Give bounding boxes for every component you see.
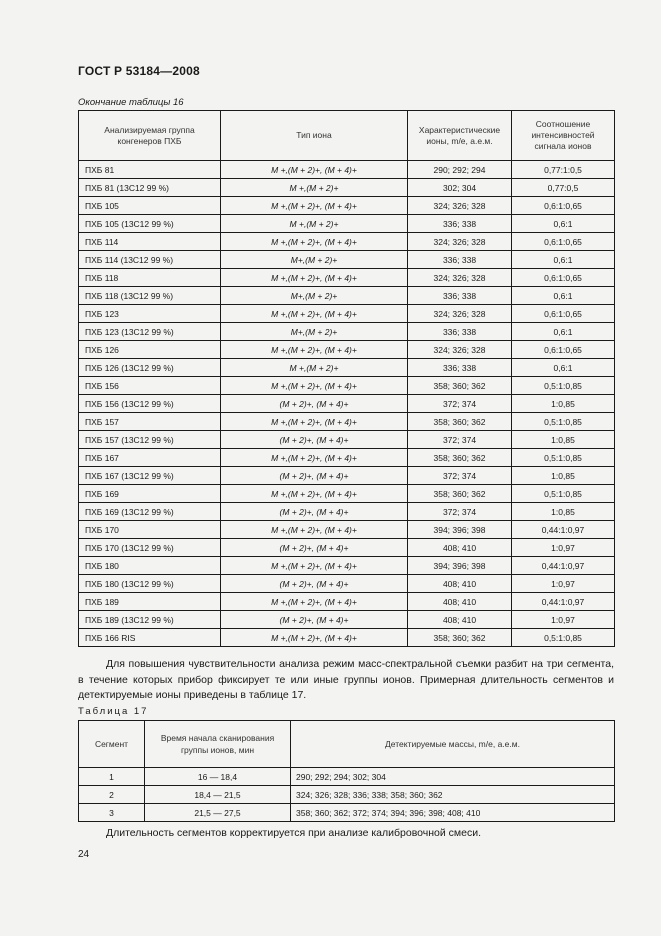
cell-ratio: 0,44:1:0,97: [512, 557, 615, 575]
table-row: [79, 557, 615, 575]
cell-mz: 408; 410: [408, 611, 512, 629]
cell-scan-time: 21,5 — 27,5: [145, 804, 291, 822]
cell-mz: 408; 410: [408, 593, 512, 611]
cell-ion-type: (M + 2)+, (M + 4)+: [221, 431, 408, 449]
table-row: [79, 521, 615, 539]
page-number: 24: [78, 849, 90, 860]
cell-masses: 324; 326; 328; 336; 338; 358; 360; 362: [291, 786, 615, 804]
cell-group-name: ПХБ 118: [79, 269, 221, 287]
col-header-mz: Характеристические ионы, m/e, а.е.м.: [408, 111, 512, 161]
table-row: [79, 431, 615, 449]
cell-mz: 408; 410: [408, 575, 512, 593]
cell-mz: 372; 374: [408, 467, 512, 485]
cell-ion-type: (M + 2)+, (M + 4)+: [221, 395, 408, 413]
cell-mz: 394; 396; 398: [408, 557, 512, 575]
table17-caption: Таблица 17: [78, 706, 149, 717]
table-row: [79, 768, 615, 786]
cell-group-name: ПХБ 81: [79, 161, 221, 179]
cell-group-name: ПХБ 170: [79, 521, 221, 539]
cell-mz: 372; 374: [408, 431, 512, 449]
table-row: [79, 179, 615, 197]
cell-mz: 336; 338: [408, 287, 512, 305]
table-row: [79, 161, 615, 179]
cell-ratio: 0,6:1:0,65: [512, 305, 615, 323]
cell-group-name: ПХБ 157 (13C12 99 %): [79, 431, 221, 449]
cell-ratio: 0,77:1:0,5: [512, 161, 615, 179]
table-row: [79, 786, 615, 804]
cell-ion-type: M +,(M + 2)+, (M + 4)+: [221, 485, 408, 503]
cell-ion-type: M+,(M + 2)+: [221, 287, 408, 305]
cell-ion-type: M +,(M + 2)+, (M + 4)+: [221, 233, 408, 251]
table-row: [79, 197, 615, 215]
cell-group-name: ПХБ 81 (13C12 99 %): [79, 179, 221, 197]
cell-ratio: 0,6:1:0,65: [512, 197, 615, 215]
table-row: [79, 215, 615, 233]
cell-group-name: ПХБ 167: [79, 449, 221, 467]
cell-ion-type: M +,(M + 2)+, (M + 4)+: [221, 449, 408, 467]
cell-mz: 336; 338: [408, 215, 512, 233]
table-row: [79, 575, 615, 593]
cell-ion-type: M +,(M + 2)+, (M + 4)+: [221, 341, 408, 359]
cell-masses: 290; 292; 294; 302; 304: [291, 768, 615, 786]
cell-group-name: ПХБ 156 (13C12 99 %): [79, 395, 221, 413]
cell-mz: 408; 410: [408, 539, 512, 557]
table-row: [79, 467, 615, 485]
cell-mz: 358; 360; 362: [408, 413, 512, 431]
cell-ratio: 0,5:1:0,85: [512, 413, 615, 431]
document-header: ГОСТ Р 53184—2008: [78, 64, 200, 78]
col-header-segment: Сегмент: [79, 721, 145, 768]
cell-mz: 324; 326; 328: [408, 197, 512, 215]
table-row: [79, 413, 615, 431]
cell-ratio: 0,5:1:0,85: [512, 449, 615, 467]
cell-ion-type: (M + 2)+, (M + 4)+: [221, 467, 408, 485]
cell-ratio: 1:0,85: [512, 467, 615, 485]
cell-group-name: ПХБ 126 (13C12 99 %): [79, 359, 221, 377]
cell-group-name: ПХБ 156: [79, 377, 221, 395]
cell-group-name: ПХБ 167 (13C12 99 %): [79, 467, 221, 485]
cell-ratio: 0,6:1: [512, 323, 615, 341]
table-row: [79, 611, 615, 629]
cell-group-name: ПХБ 189: [79, 593, 221, 611]
cell-group-name: ПХБ 118 (13C12 99 %): [79, 287, 221, 305]
cell-ratio: 1:0,85: [512, 395, 615, 413]
table-row: [79, 629, 615, 647]
cell-ratio: 1:0,97: [512, 611, 615, 629]
table-17: [78, 720, 615, 822]
cell-ion-type: (M + 2)+, (M + 4)+: [221, 503, 408, 521]
cell-ion-type: M +,(M + 2)+, (M + 4)+: [221, 521, 408, 539]
table16-caption: Окончание таблицы 16: [78, 97, 184, 108]
cell-group-name: ПХБ 189 (13C12 99 %): [79, 611, 221, 629]
cell-ratio: 0,77:0,5: [512, 179, 615, 197]
paragraph-segments: Для повышения чувствительности анализа режим масс-спектральной съемки разбит на три сегмента, в течение которых прибор фиксирует те или иные группы ионов. Примерная длительность сегментов и детектируемые ионы приведены в таблице 17.: [78, 658, 614, 701]
table-row: [79, 359, 615, 377]
cell-mz: 324; 326; 328: [408, 269, 512, 287]
cell-group-name: ПХБ 126: [79, 341, 221, 359]
table-16-body: [79, 161, 615, 647]
col-header-scan-time: Время начала сканирования группы ионов, мин: [145, 721, 291, 768]
cell-ratio: 1:0,97: [512, 539, 615, 557]
table-row: [79, 251, 615, 269]
table-row: [79, 233, 615, 251]
cell-scan-time: 18,4 — 21,5: [145, 786, 291, 804]
cell-ion-type: M +,(M + 2)+, (M + 4)+: [221, 161, 408, 179]
table-16: [78, 110, 615, 647]
cell-group-name: ПХБ 169: [79, 485, 221, 503]
cell-ion-type: M +,(M + 2)+: [221, 179, 408, 197]
cell-group-name: ПХБ 114: [79, 233, 221, 251]
cell-ion-type: (M + 2)+, (M + 4)+: [221, 611, 408, 629]
cell-group-name: ПХБ 105 (13C12 99 %): [79, 215, 221, 233]
cell-ion-type: M +,(M + 2)+, (M + 4)+: [221, 593, 408, 611]
cell-mz: 324; 326; 328: [408, 233, 512, 251]
cell-mz: 358; 360; 362: [408, 485, 512, 503]
paragraph-calibration: Длительность сегментов корректируется при анализе калибровочной смеси.: [106, 827, 481, 839]
table-row: [79, 539, 615, 557]
cell-ratio: 0,6:1: [512, 287, 615, 305]
cell-ratio: 0,6:1: [512, 215, 615, 233]
table-row: [79, 323, 615, 341]
cell-ion-type: M +,(M + 2)+: [221, 359, 408, 377]
col-header-masses: Детектируемые массы, m/e, а.е.м.: [291, 721, 615, 768]
cell-ratio: 0,5:1:0,85: [512, 485, 615, 503]
cell-ion-type: (M + 2)+, (M + 4)+: [221, 575, 408, 593]
cell-mz: 302; 304: [408, 179, 512, 197]
cell-group-name: ПХБ 180: [79, 557, 221, 575]
cell-ion-type: M +,(M + 2)+, (M + 4)+: [221, 413, 408, 431]
cell-masses: 358; 360; 362; 372; 374; 394; 396; 398; 408; 410: [291, 804, 615, 822]
cell-group-name: ПХБ 169 (13C12 99 %): [79, 503, 221, 521]
cell-mz: 358; 360; 362: [408, 377, 512, 395]
cell-segment: 2: [79, 786, 145, 804]
table-row: [79, 287, 615, 305]
cell-ion-type: M +,(M + 2)+: [221, 215, 408, 233]
cell-ratio: 1:0,85: [512, 431, 615, 449]
cell-ratio: 0,6:1: [512, 359, 615, 377]
cell-mz: 336; 338: [408, 323, 512, 341]
cell-group-name: ПХБ 123: [79, 305, 221, 323]
cell-ratio: 0,5:1:0,85: [512, 377, 615, 395]
cell-mz: 358; 360; 362: [408, 629, 512, 647]
cell-ion-type: M +,(M + 2)+, (M + 4)+: [221, 269, 408, 287]
table-row: [79, 341, 615, 359]
cell-ion-type: M+,(M + 2)+: [221, 323, 408, 341]
cell-ion-type: M +,(M + 2)+, (M + 4)+: [221, 305, 408, 323]
cell-scan-time: 16 — 18,4: [145, 768, 291, 786]
cell-mz: 394; 396; 398: [408, 521, 512, 539]
cell-ratio: 0,44:1:0,97: [512, 593, 615, 611]
cell-mz: 336; 338: [408, 359, 512, 377]
cell-ratio: 0,6:1: [512, 251, 615, 269]
cell-ion-type: M+,(M + 2)+: [221, 251, 408, 269]
cell-mz: 358; 360; 362: [408, 449, 512, 467]
table-row: [79, 377, 615, 395]
cell-group-name: ПХБ 170 (13C12 99 %): [79, 539, 221, 557]
cell-ratio: 0,5:1:0,85: [512, 629, 615, 647]
cell-ratio: 1:0,97: [512, 575, 615, 593]
cell-group-name: ПХБ 105: [79, 197, 221, 215]
col-header-ratio: Соотношение интенсивностей сигнала ионов: [512, 111, 615, 161]
col-header-group: Анализируемая группа конгенеров ПХБ: [79, 111, 221, 161]
cell-ion-type: M +,(M + 2)+, (M + 4)+: [221, 377, 408, 395]
cell-ion-type: M +,(M + 2)+, (M + 4)+: [221, 197, 408, 215]
cell-ion-type: (M + 2)+, (M + 4)+: [221, 539, 408, 557]
cell-mz: 324; 326; 328: [408, 341, 512, 359]
cell-group-name: ПХБ 114 (13C12 99 %): [79, 251, 221, 269]
cell-ratio: 0,6:1:0,65: [512, 341, 615, 359]
cell-ion-type: M +,(M + 2)+, (M + 4)+: [221, 557, 408, 575]
table-row: [79, 593, 615, 611]
cell-segment: 1: [79, 768, 145, 786]
cell-segment: 3: [79, 804, 145, 822]
cell-mz: 372; 374: [408, 395, 512, 413]
table-row: [79, 804, 615, 822]
cell-mz: 290; 292; 294: [408, 161, 512, 179]
cell-group-name: ПХБ 157: [79, 413, 221, 431]
table-row: [79, 395, 615, 413]
col-header-ion-type: Тип иона: [221, 111, 408, 161]
cell-mz: 372; 374: [408, 503, 512, 521]
cell-ratio: 0,6:1:0,65: [512, 269, 615, 287]
table-row: [79, 503, 615, 521]
cell-mz: 324; 326; 328: [408, 305, 512, 323]
cell-ion-type: M +,(M + 2)+, (M + 4)+: [221, 629, 408, 647]
cell-group-name: ПХБ 180 (13C12 99 %): [79, 575, 221, 593]
cell-ratio: 0,44:1:0,97: [512, 521, 615, 539]
table-row: [79, 305, 615, 323]
cell-ratio: 0,6:1:0,65: [512, 233, 615, 251]
cell-group-name: ПХБ 123 (13C12 99 %): [79, 323, 221, 341]
table-17-body: [79, 768, 615, 822]
cell-mz: 336; 338: [408, 251, 512, 269]
table-row: [79, 269, 615, 287]
table-row: [79, 485, 615, 503]
cell-group-name: ПХБ 166 RIS: [79, 629, 221, 647]
table-row: [79, 449, 615, 467]
cell-ratio: 1:0,85: [512, 503, 615, 521]
